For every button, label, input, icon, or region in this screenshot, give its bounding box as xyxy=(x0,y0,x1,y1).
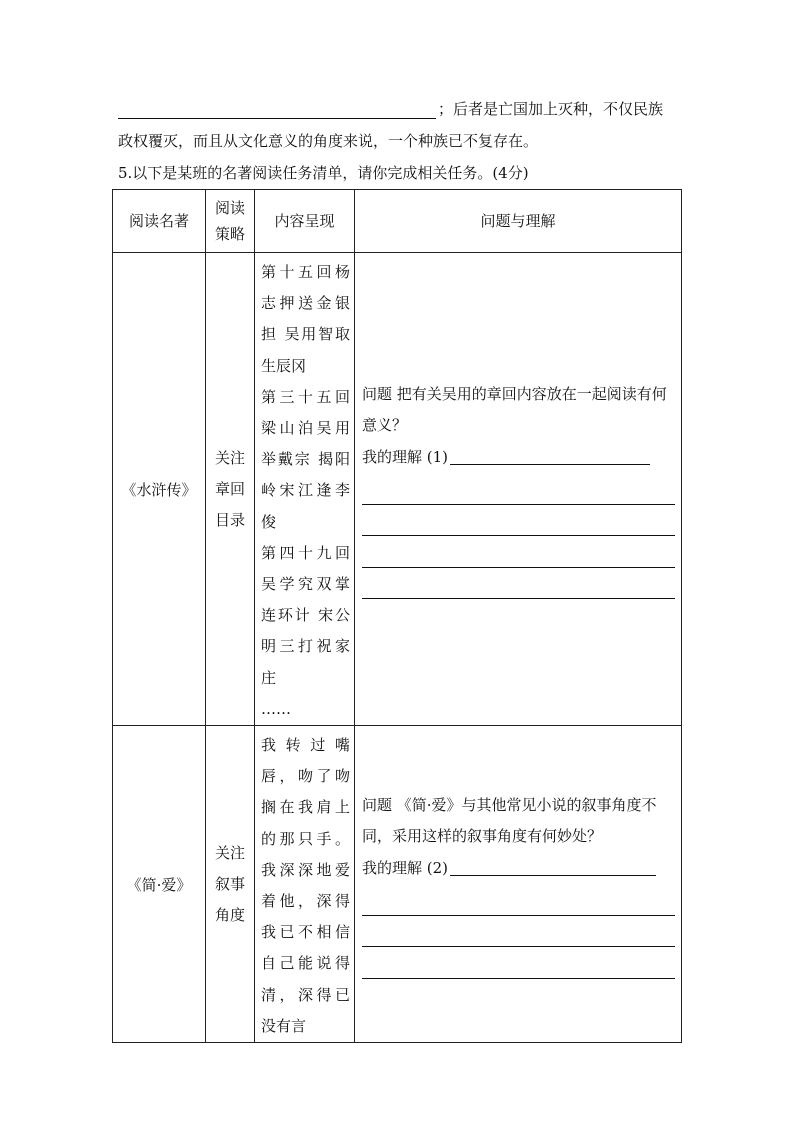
content-cell xyxy=(255,253,355,726)
question-cell xyxy=(355,726,682,1043)
content-cell xyxy=(255,726,355,1043)
answer-line[interactable] xyxy=(362,916,675,948)
question-5-prompt: 5.以下是某班的名著阅读任务清单，请你完成相关任务。(4分) xyxy=(118,164,529,182)
understanding-line xyxy=(362,853,675,885)
understanding-line xyxy=(362,442,675,474)
answer-line[interactable] xyxy=(362,536,675,568)
reading-strategy: 关注章回目录 xyxy=(206,253,255,726)
question-cell xyxy=(355,253,682,726)
answer-blank[interactable] xyxy=(450,464,650,465)
chapter-entry: 第四十九回吴学究双掌连环计 宋公明三打祝家庄 xyxy=(261,543,350,687)
fill-blank-line xyxy=(118,98,698,124)
chapter-entry: 第三十五回梁山泊吴用举戴宗 揭阳岭宋江逢李俊 xyxy=(261,387,350,531)
line1-text: ；后者是亡国加上灭种，不仅民族 xyxy=(438,100,664,118)
ellipsis: …… xyxy=(261,699,291,718)
table-header-row xyxy=(113,190,682,253)
answer-line[interactable] xyxy=(362,568,675,600)
understanding-label: 我的理解 (1) xyxy=(362,447,449,466)
reading-strategy: 关注叙事角度 xyxy=(206,726,255,1043)
understanding-label: 我的理解 (2) xyxy=(362,858,449,877)
chapter-entry: 第十五回杨志押送金银担 吴用智取生辰冈 xyxy=(261,263,350,375)
answer-line[interactable] xyxy=(362,947,675,979)
answer-line[interactable] xyxy=(362,505,675,537)
reading-task-table xyxy=(112,189,682,1043)
excerpt-text: 我转过嘴唇，吻了吻搁在我肩上的那只手。我深深地爱着他，深得我已不相信自己能说得清，深得已没有言 xyxy=(261,736,350,1035)
book-title: 《简·爱》 xyxy=(113,726,206,1043)
header-question: 问题与理解 xyxy=(355,190,682,253)
answer-blank[interactable] xyxy=(118,118,436,119)
table-row xyxy=(113,726,682,1043)
paragraph-continuation: 政权覆灭，而且从文化意义的角度来说，一个种族已不复存在。 xyxy=(118,132,539,150)
book-title: 《水浒传》 xyxy=(113,253,206,726)
answer-line[interactable] xyxy=(362,884,675,916)
answer-blank[interactable] xyxy=(450,875,656,876)
question-text: 问题 把有关吴用的章回内容放在一起阅读有何意义？ xyxy=(362,384,667,435)
table-row xyxy=(113,253,682,726)
question-text: 问题 《简·爱》与其他常见小说的叙事角度不同，采用这样的叙事角度有何妙处？ xyxy=(362,795,657,846)
answer-line[interactable] xyxy=(362,473,675,505)
header-book: 阅读名著 xyxy=(113,190,206,253)
header-content: 内容呈现 xyxy=(255,190,355,253)
header-strategy: 阅读策略 xyxy=(206,190,255,253)
